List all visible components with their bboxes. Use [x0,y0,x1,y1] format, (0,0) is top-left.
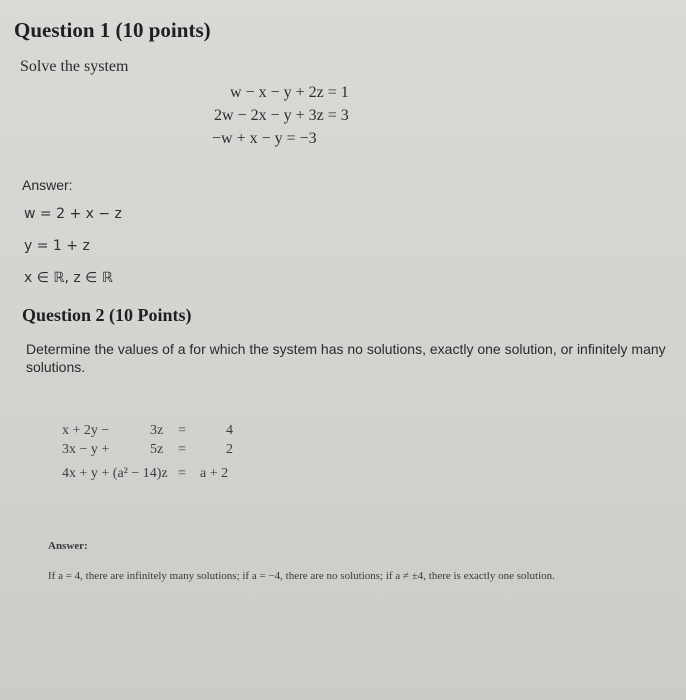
system2-row1-lhs: x + 2y − [62,423,110,438]
question-1-answer-label: Answer: [22,177,73,193]
answer-line-y: y = 1 + z [24,238,90,254]
question-2-title: Question 2 (10 Points) [22,305,192,325]
system-equation-3: −w + x − y = −3 [212,130,317,147]
system-equation-2: 2w − 2x − y + 3z = 3 [214,107,349,124]
system-equation-1: w − x − y + 2z = 1 [230,84,349,101]
system2-row1-z: 3z [150,423,164,438]
answer-line-w: w = 2 + x − z [24,206,122,222]
question-2-answer-label: Answer: [48,540,88,552]
system2-row2-z: 5z [150,442,164,457]
system2-row2-lhs: 3x − y + [62,442,110,457]
system2-row1-eq: = [178,423,186,438]
system2-row3-lhs: 4x + y + (a² − 14)z [62,466,168,481]
question-2-prompt: Determine the values of a for which the system has no solutions, exactly one solution, or infinitely many solutions. [26,341,666,375]
system2-row2-eq: = [178,442,186,457]
system2-row3-eq: = [178,466,186,481]
answer-line-domain: x ∈ ℝ, z ∈ ℝ [24,270,113,286]
system2-row2-rhs: 2 [226,442,233,457]
question-1-title: Question 1 (10 points) [14,18,211,42]
question-1-prompt: Solve the system [20,58,129,75]
system2-row3-rhs: a + 2 [200,466,229,481]
question-2-answer-text: If a = 4, there are infinitely many solutions; if a = −4, there are no solutions; if a ≠ ±4, there is exactly one solution. [48,570,555,582]
system2-row1-rhs: 4 [226,423,233,438]
